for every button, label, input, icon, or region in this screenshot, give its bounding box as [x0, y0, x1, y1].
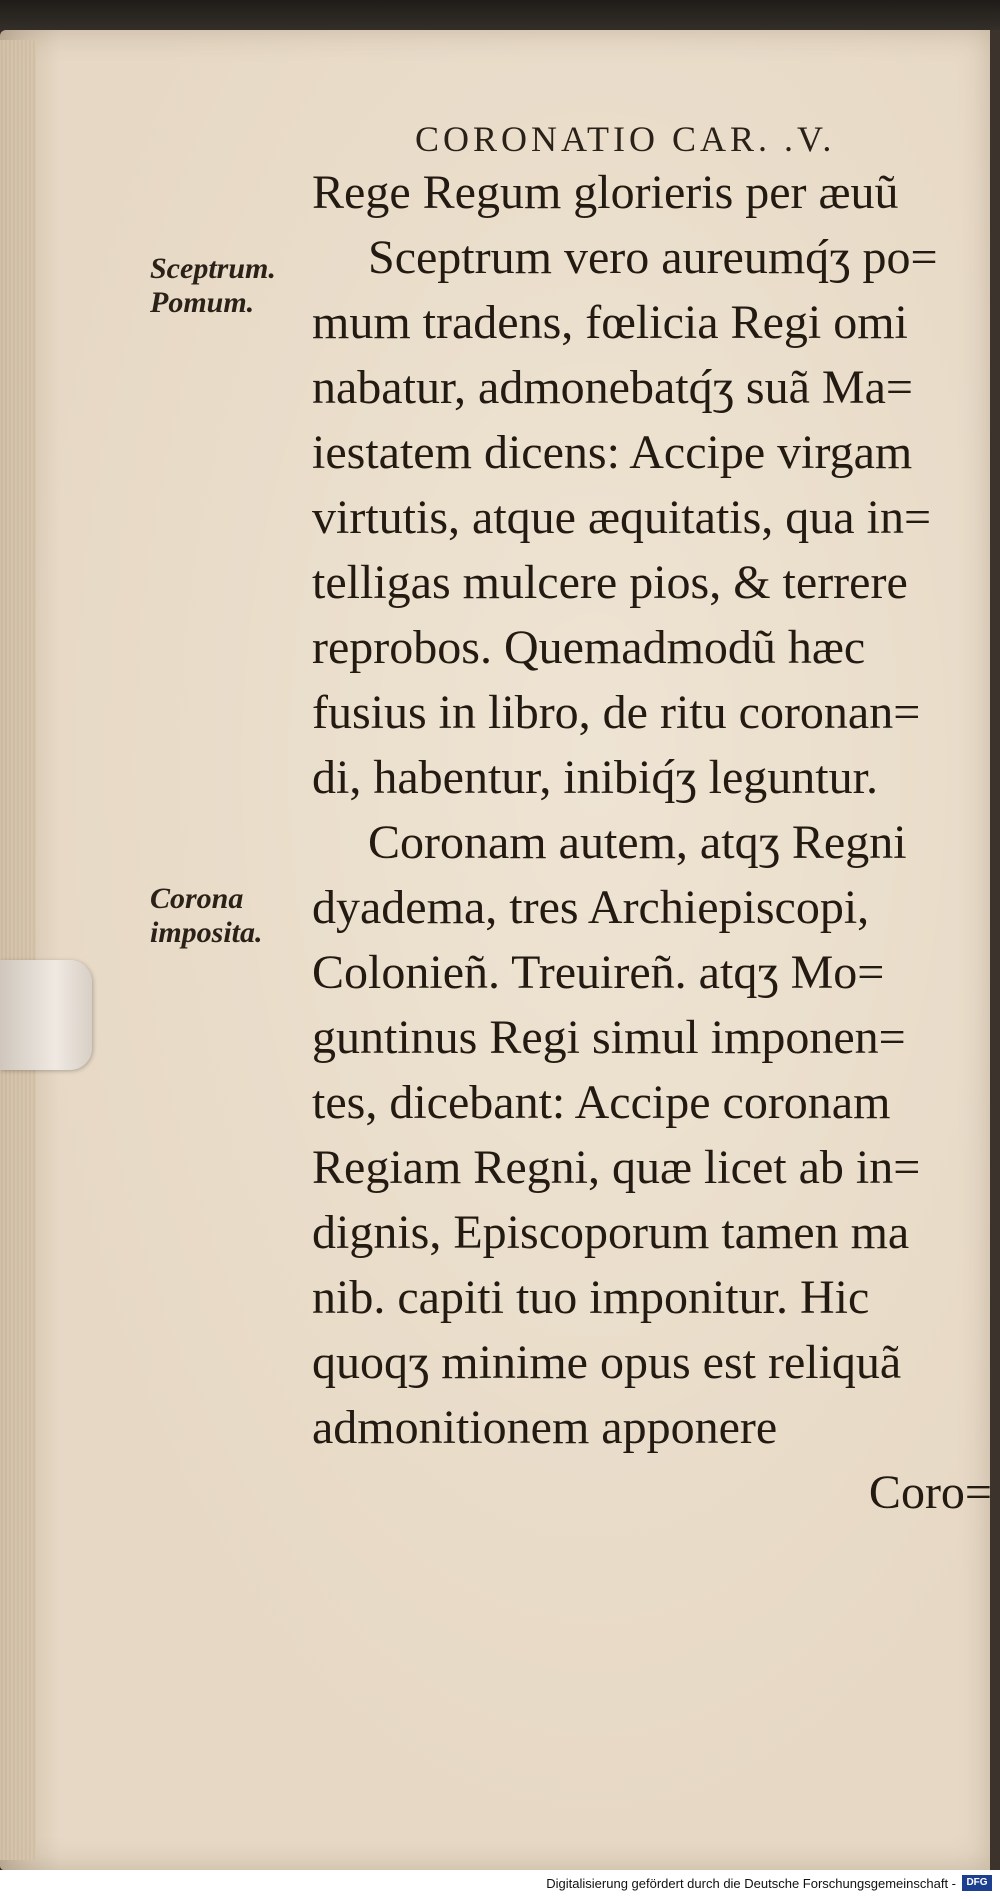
- text-line: virtutis, atque æquitatis, qua in=: [312, 491, 932, 544]
- margin-note-sceptrum: [150, 252, 320, 320]
- dfg-logo-icon: DFG: [962, 1875, 992, 1891]
- text-line: Coronam autem, atqʒ Regni: [368, 816, 907, 869]
- margin-note-line: imposita.: [150, 916, 263, 949]
- margin-note-line: Pomum.: [150, 286, 255, 319]
- text-line: iestatem dicens: Accipe virgam: [312, 426, 913, 479]
- text-line: nabatur, admonebatq́ʒ suã Ma=: [312, 361, 913, 414]
- text-line: fusius in libro, de ritu coronan=: [312, 686, 921, 739]
- text-line: Regiam Regni, quæ licet ab in=: [312, 1141, 921, 1194]
- footer-credit: Digitalisierung gefördert durch die Deutsche Forschungsgemeinschaft -: [546, 1876, 956, 1891]
- text-line: Sceptrum vero aureumq́ʒ po=: [368, 231, 938, 284]
- text-line: di, habentur, inibiq́ʒ leguntur.: [312, 751, 878, 804]
- text-line: nib. capiti tuo imponitur. Hic: [312, 1271, 870, 1324]
- margin-note-line: Corona: [150, 882, 244, 915]
- text-line: dignis, Episcoporum tamen ma: [312, 1206, 910, 1259]
- text-line: telligas mulcere pios, & terrere: [312, 556, 908, 609]
- text-line: reprobos. Quemadmodũ hæc: [312, 621, 866, 674]
- text-line: Rege Regum glorieris per æuũ: [312, 166, 899, 219]
- text-line: mum tradens, fœlicia Regi omi: [312, 296, 908, 349]
- page-clip: [0, 960, 92, 1070]
- text-line: admonitionem apponere: [312, 1401, 778, 1454]
- text-line: dyadema, tres Archiepiscopi,: [312, 881, 870, 934]
- text-line: quoqʒ minime opus est reliquã: [312, 1336, 902, 1389]
- text-line: guntinus Regi simul imponen=: [312, 1011, 906, 1064]
- running-head: CORONATIO CAR. .V.: [415, 119, 836, 159]
- footer-bar: [0, 1870, 1000, 1899]
- margin-note-corona: [150, 882, 320, 950]
- margin-note-line: Sceptrum.: [150, 252, 276, 285]
- text-line: tes, dicebant: Accipe coronam: [312, 1076, 891, 1129]
- text-line: Colonieñ. Treuireñ. atqʒ Mo=: [312, 946, 885, 999]
- body-text: [312, 160, 992, 1525]
- text-line: Coro=: [868, 1466, 992, 1519]
- page-stack-edge: [0, 40, 36, 1860]
